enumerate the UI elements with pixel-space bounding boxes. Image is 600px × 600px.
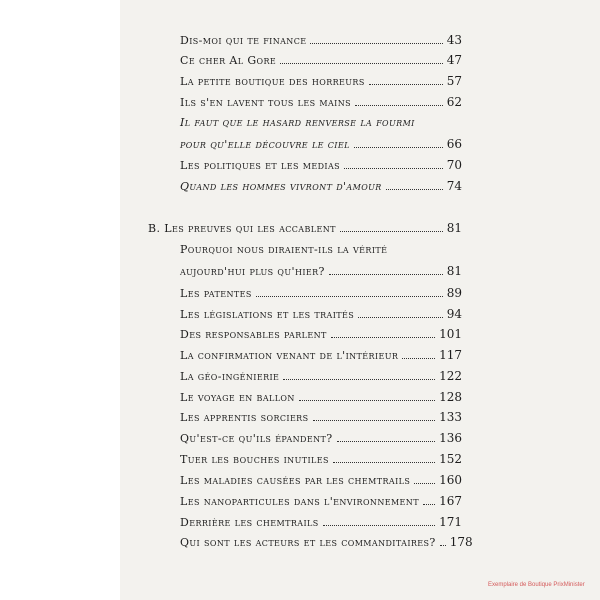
toc-page-number: 62 — [446, 95, 462, 109]
toc-entry-label: B. Les preuves qui les accablent — [148, 222, 336, 235]
dot-leader — [386, 188, 443, 190]
toc-page-number: 43 — [446, 33, 462, 47]
toc-entry-label: Les politiques et les medias — [180, 159, 341, 172]
dot-leader — [299, 399, 435, 401]
toc-page-number: 81 — [446, 264, 462, 278]
toc-entry-label: aujourd'hui plus qu'hier? — [180, 265, 325, 278]
toc-entry — [180, 366, 462, 386]
toc-entry-label: Derrière les chemtrails — [180, 516, 319, 529]
toc-entry — [180, 30, 462, 50]
toc-page-number: 178 — [449, 535, 473, 549]
toc-entry — [180, 261, 462, 281]
toc-page-number: 167 — [439, 494, 462, 508]
dot-leader — [256, 295, 443, 297]
toc-entry — [180, 470, 462, 490]
toc-entry-label: La petite boutique des horreurs — [180, 75, 365, 88]
dot-leader — [354, 146, 443, 148]
toc-page-number: 152 — [439, 452, 462, 466]
dot-leader — [358, 316, 443, 318]
dot-leader — [402, 357, 435, 359]
dot-leader — [414, 482, 435, 484]
toc-entry — [180, 283, 462, 303]
toc-page-number: 128 — [439, 390, 462, 404]
toc-entry — [180, 155, 462, 175]
toc-entry — [180, 50, 462, 70]
dot-leader — [369, 83, 443, 85]
toc-entry — [180, 304, 462, 324]
toc-entry-label: La géo-ingénierie — [180, 370, 280, 383]
toc-entry — [180, 345, 462, 365]
toc-entry-label: Ils s'en lavent tous les mains — [180, 96, 351, 109]
toc-page-number: 94 — [446, 307, 462, 321]
watermark-text: Exemplaire de Boutique PrixMinister — [488, 582, 585, 588]
toc-entry — [180, 92, 462, 112]
toc-page-number: 70 — [446, 158, 462, 172]
toc-page-number: 117 — [439, 348, 462, 362]
toc-page-number: 74 — [446, 179, 462, 193]
toc-section-heading — [148, 218, 462, 238]
dot-leader — [423, 503, 435, 505]
dot-leader — [337, 440, 436, 442]
toc-entry-label: Dis-moi qui te finance — [180, 34, 307, 47]
toc-entry — [180, 240, 462, 260]
toc-entry — [180, 512, 462, 532]
toc-entry — [180, 491, 462, 511]
toc-page-number: 171 — [439, 515, 462, 529]
toc-entry-label: Qui sont les acteurs et les commanditaires? — [180, 536, 436, 549]
dot-leader — [323, 524, 435, 526]
toc-page-number: 160 — [439, 473, 462, 487]
dot-leader — [344, 167, 443, 169]
toc-page-number: 66 — [446, 137, 462, 151]
toc-entry — [180, 134, 462, 154]
toc-entry-label: Tuer les bouches inutiles — [180, 453, 329, 466]
toc-entry — [180, 113, 462, 133]
toc-entry — [180, 324, 462, 344]
toc-entry-label: Ce cher Al Gore — [180, 54, 277, 67]
toc-entry-label: Pourquoi nous diraient-ils la vérité — [180, 243, 388, 256]
dot-leader — [329, 273, 443, 275]
toc-page-number: 101 — [439, 327, 462, 341]
toc-entry — [180, 428, 462, 448]
toc-entry-label: La confirmation venant de l'intérieur — [180, 349, 399, 362]
toc-page-number: 122 — [439, 369, 462, 383]
toc-entry-label: Des responsables parlent — [180, 328, 327, 341]
dot-leader — [283, 378, 435, 380]
toc-entry — [180, 407, 462, 427]
toc-page-number: 81 — [446, 221, 462, 235]
dot-leader — [310, 42, 442, 44]
dot-leader — [340, 230, 443, 232]
toc-entry — [180, 449, 462, 469]
toc-entry-label: Il faut que le hasard renverse la fourmi — [180, 116, 415, 129]
toc-entry-label: Les nanoparticules dans l'environnement — [180, 495, 419, 508]
dot-leader — [440, 544, 446, 546]
toc-page-number: 57 — [446, 74, 462, 88]
dot-leader — [280, 62, 443, 64]
toc-page-number: 47 — [446, 53, 462, 67]
dot-leader — [333, 461, 435, 463]
toc-page-number: 136 — [439, 431, 462, 445]
toc-entry-label: Quand les hommes vivront d'amour — [180, 180, 382, 193]
toc-entry-label: Les patentes — [180, 287, 252, 300]
toc-entry-label: Les législations et les traités — [180, 308, 355, 321]
toc-entry-label: Qu'est-ce qu'ils épandent? — [180, 432, 333, 445]
dot-leader — [355, 104, 443, 106]
toc-page-number: 133 — [439, 410, 462, 424]
dot-leader — [313, 419, 436, 421]
toc-entry — [180, 176, 462, 196]
toc-page-number: 89 — [446, 286, 462, 300]
dot-leader — [331, 336, 435, 338]
toc-entry — [180, 532, 473, 552]
toc-entry — [180, 387, 462, 407]
toc-entry-label: Les maladies causées par les chemtrails — [180, 474, 411, 487]
toc-entry-label: Les apprentis sorciers — [180, 411, 309, 424]
toc-entry — [180, 71, 462, 91]
toc-entry-label: Le voyage en ballon — [180, 391, 295, 404]
toc-entry-label: pour qu'elle découvre le ciel — [180, 138, 350, 151]
